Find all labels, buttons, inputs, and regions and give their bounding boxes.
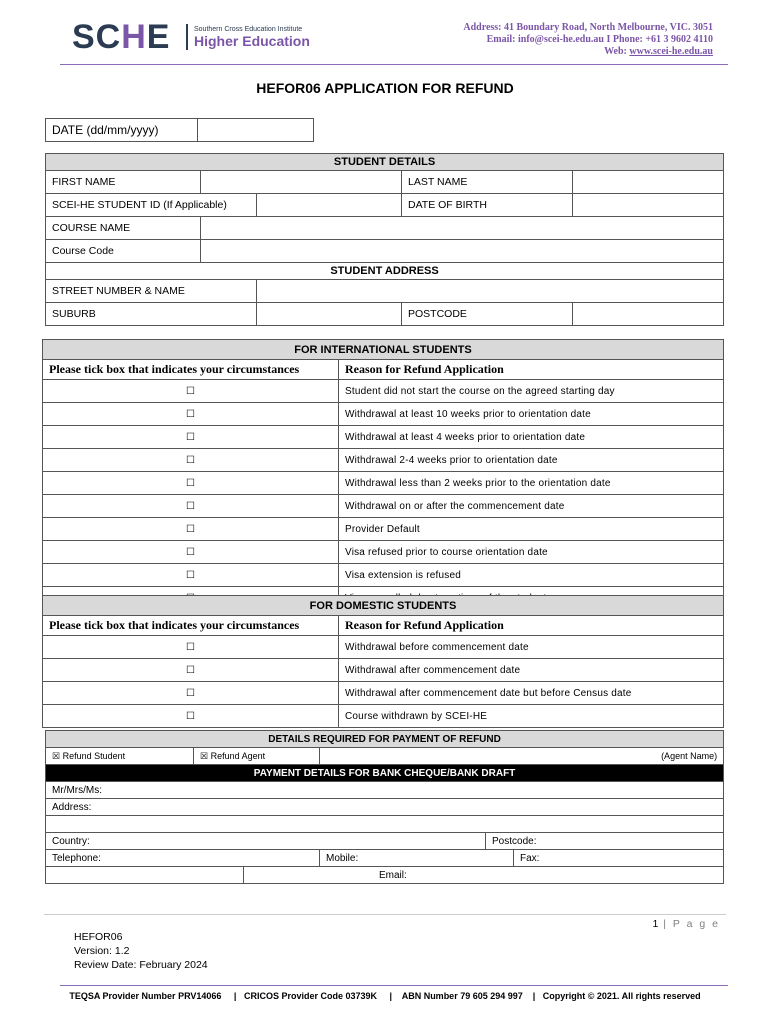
student-details-table	[45, 153, 724, 326]
logo-subtitle: Southern Cross Education Institute	[194, 26, 303, 33]
table-row	[43, 636, 724, 659]
street-input[interactable]	[257, 280, 724, 303]
refund-agent-checkbox[interactable]: ☒ Refund Agent	[194, 748, 320, 765]
last-name-input[interactable]	[573, 171, 724, 194]
address-field-line2[interactable]	[46, 816, 724, 833]
email-blank	[46, 867, 244, 884]
table-row	[43, 705, 724, 728]
page-title: HEFOR06 APPLICATION FOR REFUND	[256, 80, 514, 96]
logo-higher-education: Higher Education	[194, 33, 310, 49]
page-word: P a g e	[672, 918, 720, 930]
logo-text: SC	[72, 18, 122, 56]
course-name-input[interactable]	[201, 217, 724, 240]
checkbox[interactable]: ☐	[43, 518, 339, 541]
reason-text: Provider Default	[339, 518, 724, 541]
payment-heading: DETAILS REQUIRED FOR PAYMENT OF REFUND	[46, 731, 724, 748]
table-row	[43, 380, 724, 403]
suburb-label: SUBURB	[46, 303, 257, 326]
domestic-table	[42, 595, 724, 728]
checkbox[interactable]: ☐	[43, 682, 339, 705]
doc-code: HEFOR06	[74, 931, 123, 943]
first-name-input[interactable]	[201, 171, 402, 194]
checkbox[interactable]: ☐	[43, 541, 339, 564]
reason-text: Withdrawal at least 4 weeks prior to orientation date	[339, 426, 724, 449]
fax-field[interactable]: Fax:	[514, 850, 724, 867]
logo	[72, 18, 170, 56]
postcode-field[interactable]: Postcode:	[486, 833, 724, 850]
payment-table	[45, 730, 724, 884]
reason-text: Withdrawal 2-4 weeks prior to orientation date	[339, 449, 724, 472]
international-heading: FOR INTERNATIONAL STUDENTS	[43, 340, 724, 360]
bottom-divider	[60, 985, 728, 986]
page-number-value: 1	[652, 918, 659, 930]
course-name-label: COURSE NAME	[46, 217, 201, 240]
table-row	[43, 472, 724, 495]
reason-text: Withdrawal before commencement date	[339, 636, 724, 659]
email-phone-line: Email: info@scei-he.edu.au I Phone: +61 3 9602 4110	[486, 34, 713, 45]
email-field[interactable]: Email:	[244, 867, 724, 884]
reason-text: Visa extension is refused	[339, 564, 724, 587]
course-code-input[interactable]	[201, 240, 724, 263]
checkbox[interactable]: ☐	[43, 564, 339, 587]
checkbox[interactable]: ☐	[43, 472, 339, 495]
student-address-heading: STUDENT ADDRESS	[46, 263, 724, 280]
checkbox[interactable]: ☐	[43, 636, 339, 659]
reason-text: Withdrawal after commencement date	[339, 659, 724, 682]
domestic-col-tick-header: Please tick box that indicates your circumstances	[43, 616, 339, 636]
course-code-label: Course Code	[46, 240, 201, 263]
logo-text-e: E	[146, 18, 171, 56]
table-row	[43, 403, 724, 426]
telephone-field[interactable]: Telephone:	[46, 850, 320, 867]
web-link[interactable]: www.scei-he.edu.au	[629, 46, 713, 57]
checkbox[interactable]: ☐	[43, 403, 339, 426]
reason-text: Withdrawal on or after the commencement date	[339, 495, 724, 518]
student-id-label: SCEI-HE STUDENT ID (If Applicable)	[46, 194, 257, 217]
doc-version: Version: 1.2	[74, 945, 130, 957]
page-number	[653, 918, 721, 930]
table-row	[43, 682, 724, 705]
logo-divider	[186, 24, 188, 50]
header-divider	[60, 64, 728, 65]
last-name-label: LAST NAME	[402, 171, 573, 194]
bank-details-heading: PAYMENT DETAILS FOR BANK CHEQUE/BANK DRAFT	[46, 765, 724, 782]
page-sep: |	[658, 918, 673, 930]
table-row	[43, 659, 724, 682]
reason-text: Course withdrawn by SCEI-HE	[339, 705, 724, 728]
checkbox[interactable]: ☐	[43, 449, 339, 472]
international-col-reason-header: Reason for Refund Application	[339, 360, 724, 380]
table-row	[43, 449, 724, 472]
web-line	[463, 46, 713, 58]
address-field[interactable]: Address:	[46, 799, 724, 816]
street-label: STREET NUMBER & NAME	[46, 280, 257, 303]
table-row	[43, 564, 724, 587]
date-input[interactable]	[198, 119, 314, 142]
document-info	[74, 930, 208, 972]
provider-info: TEQSA Provider Number PRV14066 | CRICOS Provider Code 03739K | ABN Number 79 605 294 997 | Copyright © 2021. All rights reserved	[69, 991, 701, 1001]
reason-text: Withdrawal at least 10 weeks prior to orientation date	[339, 403, 724, 426]
dob-label: DATE OF BIRTH	[402, 194, 573, 217]
international-col-tick-header: Please tick box that indicates your circumstances	[43, 360, 339, 380]
postcode-input[interactable]	[573, 303, 724, 326]
doc-review-date: Review Date: February 2024	[74, 959, 208, 971]
first-name-label: FIRST NAME	[46, 171, 201, 194]
title-field[interactable]: Mr/Mrs/Ms:	[46, 782, 724, 799]
checkbox[interactable]: ☐	[43, 426, 339, 449]
suburb-input[interactable]	[257, 303, 402, 326]
date-label: DATE (dd/mm/yyyy)	[46, 119, 198, 142]
contact-block	[463, 22, 713, 58]
mobile-field[interactable]: Mobile:	[320, 850, 514, 867]
reason-text: Student did not start the course on the agreed starting day	[339, 380, 724, 403]
web-label: Web:	[604, 46, 630, 57]
table-row	[43, 426, 724, 449]
date-table	[45, 118, 314, 142]
student-details-heading: STUDENT DETAILS	[46, 154, 724, 171]
agent-name-field[interactable]: (Agent Name)	[320, 748, 724, 765]
table-row	[43, 495, 724, 518]
checkbox[interactable]: ☐	[43, 659, 339, 682]
international-table	[42, 339, 724, 610]
reason-text: Withdrawal less than 2 weeks prior to the orientation date	[339, 472, 724, 495]
address-line: Address: 41 Boundary Road, North Melbourne, VIC. 3051	[463, 22, 713, 33]
postcode-label: POSTCODE	[402, 303, 573, 326]
domestic-col-reason-header: Reason for Refund Application	[339, 616, 724, 636]
reason-text: Withdrawal after commencement date but before Census date	[339, 682, 724, 705]
student-id-input[interactable]	[257, 194, 402, 217]
country-field[interactable]: Country:	[46, 833, 486, 850]
logo-text-h: H	[121, 18, 147, 56]
checkbox[interactable]: ☐	[43, 705, 339, 728]
refund-student-checkbox[interactable]: ☒ Refund Student	[46, 748, 194, 765]
footer-divider	[44, 914, 726, 915]
table-row	[43, 518, 724, 541]
reason-text: Visa refused prior to course orientation date	[339, 541, 724, 564]
table-row	[43, 541, 724, 564]
checkbox[interactable]: ☐	[43, 380, 339, 403]
dob-input[interactable]	[573, 194, 724, 217]
checkbox[interactable]: ☐	[43, 495, 339, 518]
domestic-heading: FOR DOMESTIC STUDENTS	[43, 596, 724, 616]
